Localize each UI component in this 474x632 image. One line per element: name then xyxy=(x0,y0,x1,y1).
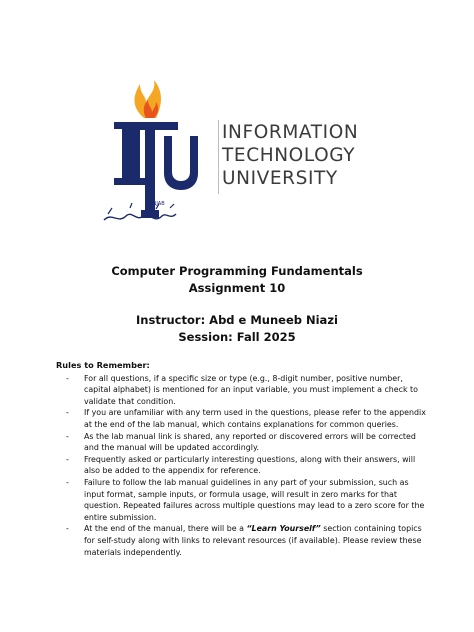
course-title: Computer Programming Fundamentals xyxy=(111,264,363,278)
session-line: Session: Fall 2025 xyxy=(178,330,296,344)
rule-item: - Frequently asked or particularly interesting questions, along with their answers, will also be added to the appendix for reference. xyxy=(66,454,416,476)
wordmark-line: UNIVERSITY xyxy=(222,168,338,189)
wordmark-line: INFORMATION xyxy=(222,122,359,143)
rule-text-after: section containing topics for self-study along with links to relevant resources (if available). Please review these materials independently. xyxy=(84,524,422,557)
rule-text: For all questions, if a specific size or type (e.g., 8-digit number, positive number, capital alphabet) is mentioned for an input variable, you must implement a check to validate that condition. xyxy=(84,373,418,406)
rule-item: - At the end of the manual, there will be a “Learn Yourself” section containing topics for self-study along with links to relevant resources (if available). Please review these materials independently. xyxy=(66,524,422,557)
rule-item: - For all questions, if a specific size or type (e.g., 8-digit number, positive number, capital alphabet) is mentioned for an input variable, you must implement a check to validate that condition. xyxy=(66,373,418,406)
university-wordmark xyxy=(222,121,358,190)
rules-heading: Rules to Remember: xyxy=(56,360,150,370)
rule-text: If you are unfamiliar with any term used in the questions, please refer to the appendix at the end of the lab manual, which contains explanations for common queries. xyxy=(84,408,426,429)
instructor-line: Instructor: Abd e Muneeb Niazi xyxy=(136,313,338,327)
rule-text: As the lab manual link is shared, any reported or discovered errors will be corrected and the manual will be updated accordingly. xyxy=(84,431,416,453)
rules-section xyxy=(56,360,426,558)
rules-list xyxy=(56,373,426,559)
rule-item: - As the lab manual link is shared, any reported or discovered errors will be corrected and the manual will be updated accordingly. xyxy=(66,431,416,453)
logo-divider xyxy=(218,120,219,194)
rule-text: Failure to follow the lab manual guidelines in any part of your submission, such as input format, sample inputs, or formula usage, will result in zero marks for that question. Repeated failures across multiple questions may lead to a zero score for the entire submission. xyxy=(84,477,425,522)
rule-item: - If you are unfamiliar with any term used in the questions, please refer to the appendix at the end of the lab manual, which contains explanations for common queries. xyxy=(66,408,426,429)
document-title-block xyxy=(0,263,474,346)
learn-yourself-emphasis: “Learn Yourself” xyxy=(246,524,321,534)
rule-text: Frequently asked or particularly interesting questions, along with their answers, will also be added to the appendix for reference. xyxy=(84,454,416,476)
calligraphy-motto xyxy=(104,214,176,220)
university-logo xyxy=(100,78,390,228)
rule-item: - Failure to follow the lab manual guidelines in any part of your submission, such as input format, sample inputs, or formula usage, will result in zero marks for that question. Repeated failures across multiple questions may lead to a zero score for the entire submission. xyxy=(66,477,425,522)
rule-text-before: At the end of the manual, there will be a xyxy=(84,524,247,534)
itu-emblem xyxy=(100,78,210,228)
emblem-caption: PUNJAB xyxy=(146,201,165,207)
wordmark-line: TECHNOLOGY xyxy=(222,145,356,166)
assignment-title: Assignment 10 xyxy=(188,281,286,295)
